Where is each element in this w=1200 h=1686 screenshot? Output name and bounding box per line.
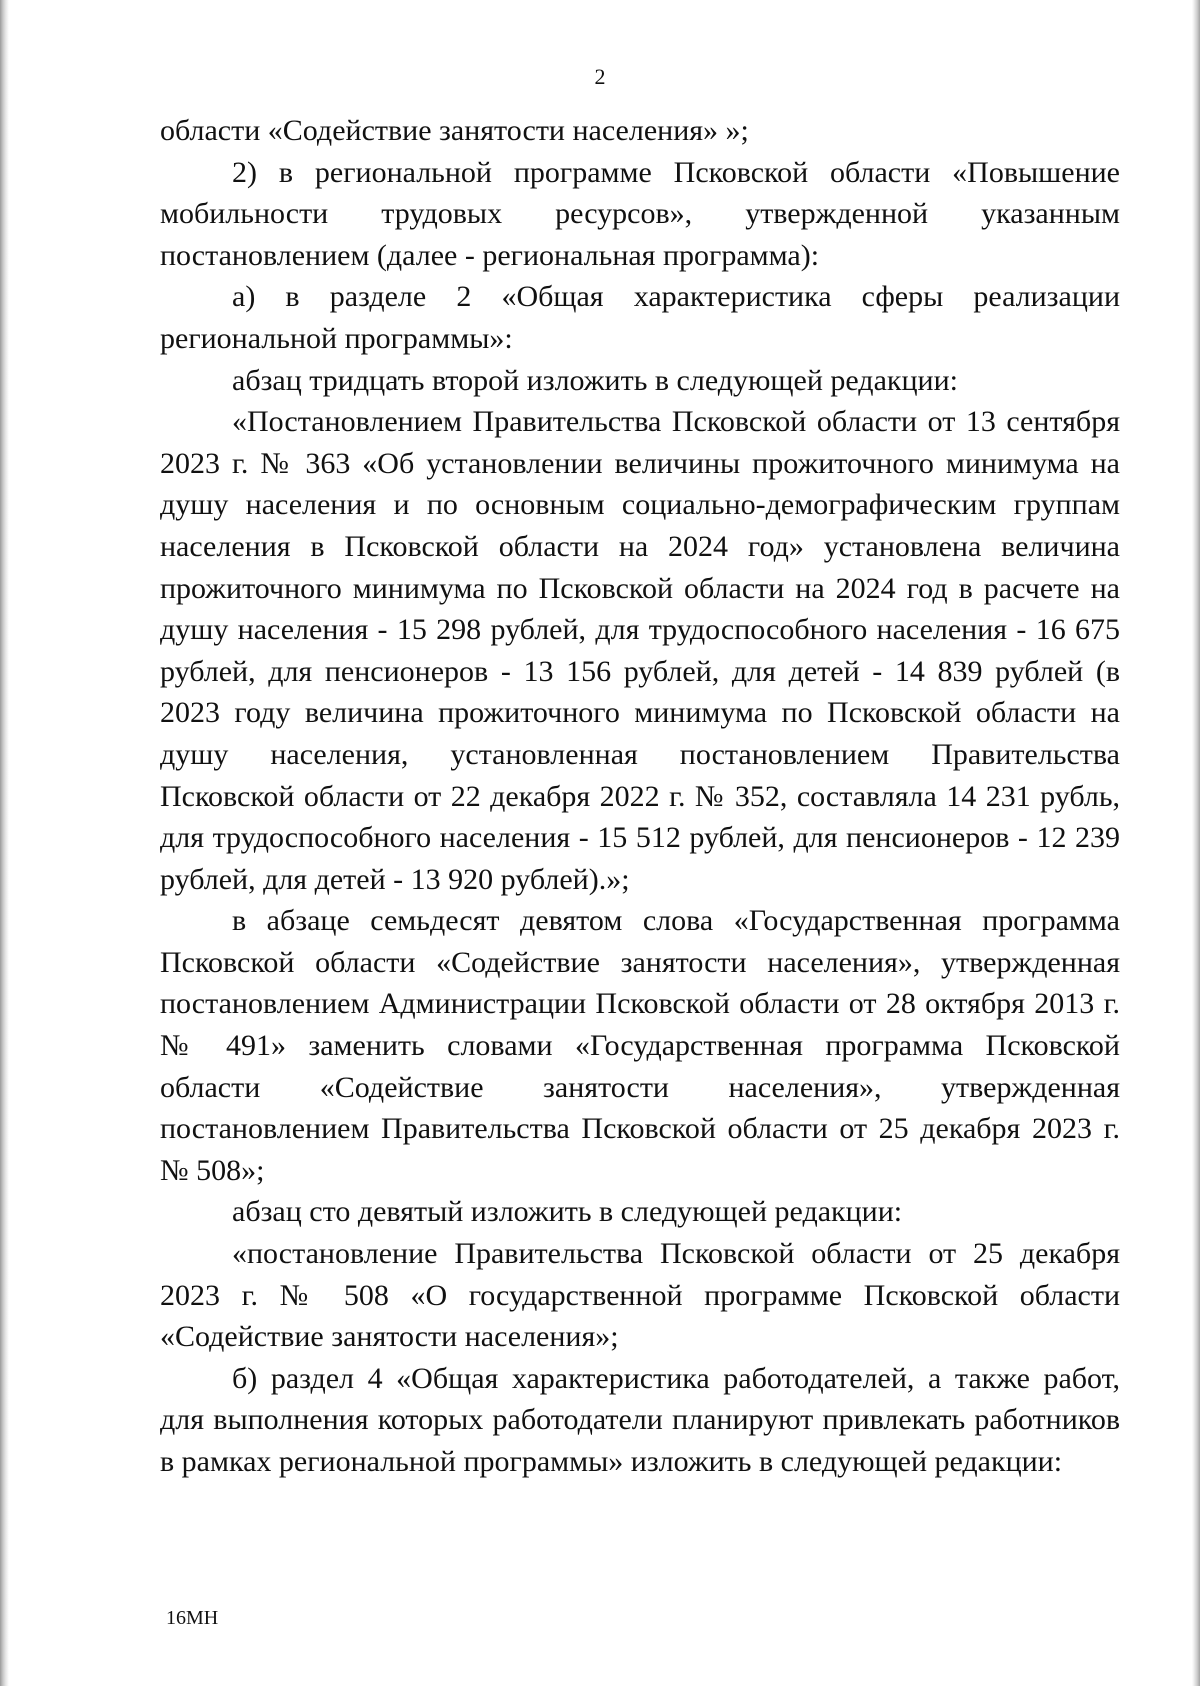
scan-edge-left — [0, 0, 9, 1686]
page-number: 2 — [594, 64, 606, 89]
footer-code: 16МН — [166, 1607, 219, 1629]
document-body — [160, 110, 1120, 1483]
paragraph-9: б) раздел 4 «Общая характеристика работодателей, а также работ, для выполнения которых работодатели планируют привлекать работников в рамках региональной программы» изложить в следующей редакции: — [160, 1361, 1120, 1478]
paragraph-7: абзац сто девятый изложить в следующей редакции: — [232, 1195, 903, 1229]
paragraph-3: а) в разделе 2 «Общая характеристика сферы реализации региональной программы»: — [160, 280, 1120, 355]
paragraph-2: 2) в региональной программе Псковской области «Повышение мобильности трудовых ресурсов», утвержденной указанным постановлением (далее - региональная программа): — [160, 155, 1120, 272]
paragraph-8: «постановление Правительства Псковской области от 25 декабря 2023 г. № 508 «О государственной программе Псковской области «Содействие занятости населения»; — [160, 1237, 1120, 1354]
paragraph-4: абзац тридцать второй изложить в следующей редакции: — [232, 363, 958, 397]
paragraph-6: в абзаце семьдесят девятом слова «Государственная программа Псковской области «Содействие занятости населения», утвержденная постановлением Администрации Псковской области от 28 октября 2013 г. № 491» заменить словами «Государственная программа Псковской области «Содействие занятости населения», утвержденная постановлением Правительства Псковской области от 25 декабря 2023 г. № 508»; — [160, 904, 1120, 1187]
scan-edge-right — [1192, 0, 1200, 1686]
paragraph-1: области «Содействие занятости населения» »; — [160, 114, 749, 147]
paragraph-5: «Постановлением Правительства Псковской области от 13 сентября 2023 г. № 363 «Об установлении величины прожиточного минимума на душу населения и по основным социально-демографическим группам населения в Псковской области на 2024 год» установлена величина прожиточного минимума по Псковской области на 2024 год в расчете на душу населения - 15 298 рублей, для трудоспособного населения - 16 675 рублей, для пенсионеров - 13 156 рублей, для детей - 14 839 рублей (в 2023 году величина прожиточного минимума по Псковской области на душу населения, установленная постановлением Правительства Псковской области от 22 декабря 2022 г. № 352, составляла 14 231 рубль, для трудоспособного населения - 15 512 рублей, для пенсионеров - 12 239 рублей, для детей - 13 920 рублей).»; — [160, 405, 1120, 896]
